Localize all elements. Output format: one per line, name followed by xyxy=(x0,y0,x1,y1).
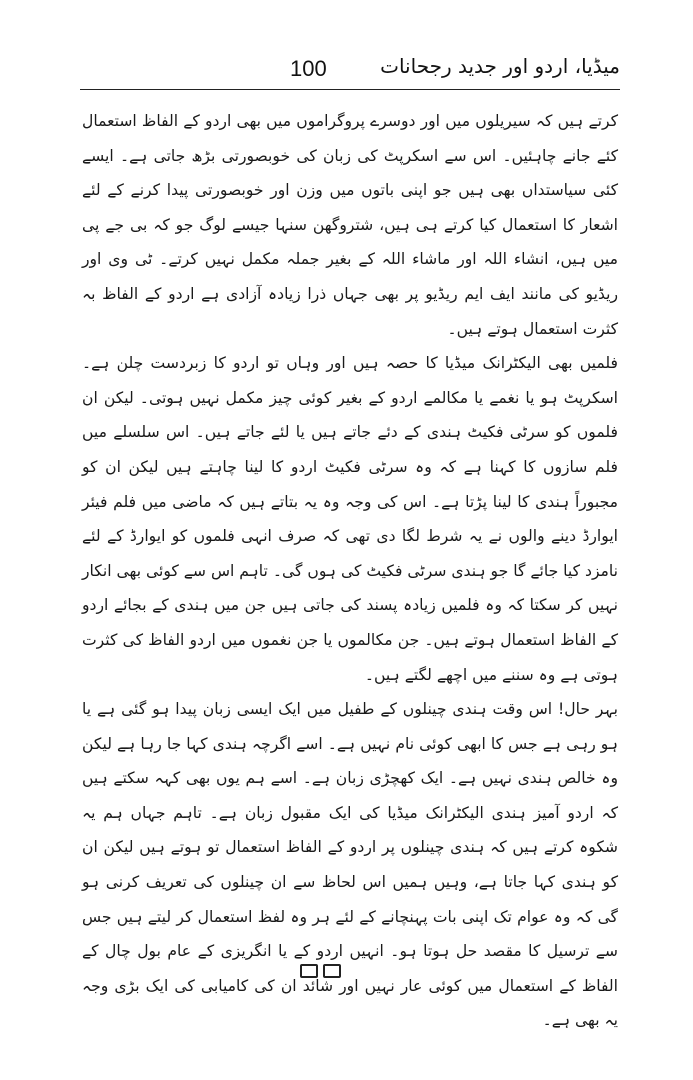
running-title: میڈیا، اردو اور جدید رجحانات xyxy=(380,54,620,78)
body-text xyxy=(82,104,618,1030)
header-divider xyxy=(80,89,620,90)
paragraph-hindi-channels: بہر حال! اس وقت ہندی چینلوں کے طفیل میں ایک ایسی زبان پیدا ہو گئی ہے یا ہو رہی ہے جس کا ابھی کوئی نام نہیں ہے۔ اسے اگرچہ ہندی کہا جا رہا ہے لیکن وہ خالص ہندی نہیں ہے۔ ایک کھچڑی زبان ہے۔ اسے ہم یوں بھی کہہ سکتے ہیں کہ اردو آمیز ہندی الیکٹرانک میڈیا کی ایک مقبول زبان ہے۔ تاہم جہاں ہم یہ شکوہ کرتے ہیں کہ ہندی چینلوں پر اردو کے الفاظ استعمال تو ہوتے ہیں لیکن ان کو ہندی کہا جاتا ہے، وہیں ہمیں اس لحاظ سے ان چینلوں کی تعریف کرنی ہو گی کہ وہ عوام تک اپنی بات پہنچانے کے لئے ہر وہ لفظ استعمال کر لیتے ہیں جس سے ترسیل کا مقصد حل ہوتا ہو۔ انہیں اردو کے یا انگریزی کے عام بول چال کے الفاظ کے استعمال میں کوئی عار نہیں اور شائد ان کی کامیابی کی ایک بڑی وجہ یہ بھی ہے۔ xyxy=(82,700,618,1030)
paragraph-tv-radio: کرتے ہیں کہ سیریلوں میں اور دوسرے پروگراموں میں بھی اردو کے الفاظ استعمال کئے جانے چاہئیں۔ اس سے اسکرپٹ کی زبان کی خوبصورتی بڑھ جاتی ہے۔ ایسے کئی سیاستداں بھی ہیں جو اپنی باتوں میں وزن اور خوبصورتی پیدا کرنے کے لئے اشعار کا استعمال کیا کرتے ہی ہیں، شتروگھن سنہا جیسے لوگ جو کہ بی جے پی میں ہیں، انشاء اللہ اور ماشاء اللہ کے بغیر جملہ مکمل نہیں کرتے۔ ٹی وی اور ریڈیو کی مانند ایف ایم ریڈیو پر بھی جہاں ذرا زیادہ آزادی ہے اردو کے الفاظ بہ کثرت استعمال ہوتے ہیں۔ xyxy=(82,112,618,338)
ornament-box-icon xyxy=(300,964,318,978)
paragraph-films: فلمیں بھی الیکٹرانک میڈیا کا حصہ ہیں اور وہاں تو اردو کا زبردست چلن ہے۔ اسکرپٹ ہو یا نغمے یا مکالمے اردو کے بغیر کوئی چیز مکمل نہیں ہوتی۔ لیکن ان فلموں کو سرٹی فکیٹ ہندی کے دئے جاتے ہیں یا لئے جاتے ہیں۔ اس سلسلے میں فلم سازوں کا کہنا ہے کہ وہ سرٹی فکیٹ اردو کا لینا چاہتے ہیں لیکن ان کو مجبوراً ہندی کا لینا پڑتا ہے۔ اس کی وجہ وہ یہ بتاتے ہیں کہ ماضی میں فلم فیئر ایوارڈ دینے والوں نے یہ شرط لگا دی تھی کہ صرف انہی فلموں کو ایوارڈ کے لئے نامزد کیا جائے گا جو ہندی سرٹی فکیٹ کی ہوں گی۔ تاہم اس سے کوئی بھی انکار نہیں کر سکتا کہ وہ فلمیں زیادہ پسند کی جاتی ہیں جن میں ہندی کے بجائے اردو کے الفاظ استعمال ہوتے ہیں۔ جن مکالموں یا جن نغموں میں اردو الفاظ کی کثرت ہوتی ہے وہ سننے میں اچھے لگتے ہیں۔ xyxy=(82,354,618,684)
page-number: 100 xyxy=(290,56,327,81)
ornament-box-icon xyxy=(323,964,341,978)
page-header xyxy=(80,50,620,90)
section-end-ornament xyxy=(300,964,346,982)
